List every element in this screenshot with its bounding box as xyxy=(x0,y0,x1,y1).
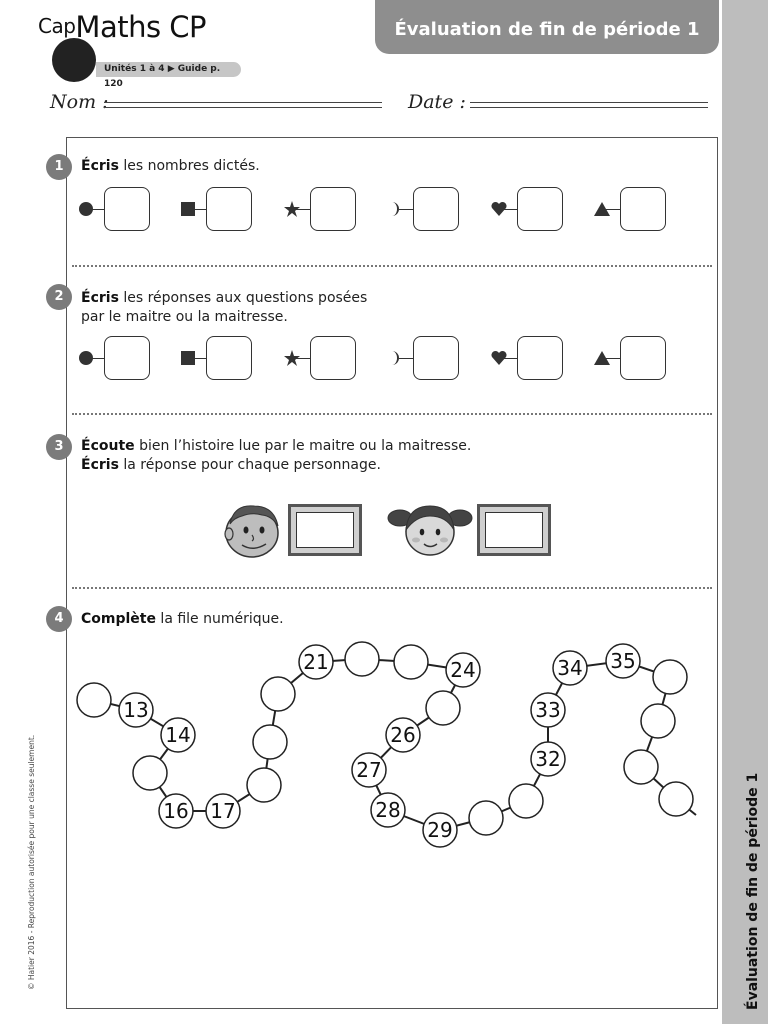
chain-bubble-empty[interactable] xyxy=(77,683,111,717)
chain-bubble-empty[interactable] xyxy=(469,801,503,835)
connector-line xyxy=(192,358,206,359)
chain-number: 16 xyxy=(163,799,189,823)
name-field[interactable] xyxy=(104,102,382,108)
answer-box-ex1-moon[interactable] xyxy=(413,187,459,231)
dotted-separator xyxy=(72,413,712,415)
dotted-separator xyxy=(72,587,712,589)
chain-bubble-empty[interactable] xyxy=(659,782,693,816)
chain-number: 35 xyxy=(610,649,636,673)
exercise-3-text-line2: la réponse pour chaque personnage. xyxy=(118,457,381,473)
side-band-title: Évaluation de fin de période 1 xyxy=(745,772,761,1010)
exercise-4-text: la file numérique. xyxy=(155,611,284,627)
brand-logo-dot xyxy=(52,38,96,82)
connector-line xyxy=(90,209,104,210)
chain-bubble-empty[interactable] xyxy=(426,691,460,725)
dotted-separator xyxy=(72,265,712,267)
chain-number: 28 xyxy=(375,798,401,822)
chain-bubble-given xyxy=(371,793,405,827)
chain-bubble-empty[interactable] xyxy=(253,725,287,759)
chain-bubble-given xyxy=(299,645,333,679)
exercise-2-text-line2: par le maitre ou la maitresse. xyxy=(81,309,288,325)
date-label: Date : xyxy=(408,91,466,113)
chain-bubble-empty[interactable] xyxy=(261,677,295,711)
chain-bubble-empty[interactable] xyxy=(133,756,167,790)
chain-number: 13 xyxy=(123,698,149,722)
connector-line xyxy=(90,358,104,359)
exercise-3-verb: Écoute xyxy=(81,438,135,454)
answer-frame-girl[interactable] xyxy=(477,504,551,556)
chain-bubble-empty[interactable] xyxy=(394,645,428,679)
exercise-3-number: 3 xyxy=(46,434,72,460)
exercise-2-verb: Écris xyxy=(81,290,119,306)
chain-bubble-given xyxy=(423,813,457,847)
chain-bubble-empty[interactable] xyxy=(624,750,658,784)
answer-box-ex2-square[interactable] xyxy=(206,336,252,380)
exercise-2-instruction xyxy=(81,289,367,327)
exercise-4-verb: Complète xyxy=(81,611,156,627)
chain-number: 17 xyxy=(210,799,236,823)
connector-line xyxy=(296,209,310,210)
chain-bubble-given xyxy=(159,794,193,828)
chain-number: 21 xyxy=(303,650,329,674)
answer-box-ex2-star[interactable] xyxy=(310,336,356,380)
connector-line xyxy=(606,209,620,210)
chain-bubble-given xyxy=(531,742,565,776)
connector-line xyxy=(192,209,206,210)
chain-bubble-given xyxy=(553,651,587,685)
chain-bubble-given xyxy=(531,693,565,727)
chain-bubble-empty[interactable] xyxy=(653,660,687,694)
connector-line xyxy=(399,358,413,359)
number-chain xyxy=(66,635,706,850)
chain-bubble-given xyxy=(119,693,153,727)
exercise-1-instruction xyxy=(81,157,260,176)
exercise-3-text: bien l’histoire lue par le maitre ou la maitresse. xyxy=(134,438,472,454)
units-guide-tag: Unités 1 à 4 ▶ Guide p. 120 xyxy=(96,62,241,77)
chain-number: 32 xyxy=(535,747,561,771)
chain-number: 27 xyxy=(356,758,382,782)
chain-number: 33 xyxy=(535,698,561,722)
answer-box-ex1-circle[interactable] xyxy=(104,187,150,231)
exercise-2-number: 2 xyxy=(46,284,72,310)
exercise-1-number: 1 xyxy=(46,154,72,180)
date-field[interactable] xyxy=(470,102,708,108)
answer-box-ex2-circle[interactable] xyxy=(104,336,150,380)
page-title: Évaluation de fin de période 1 xyxy=(394,19,700,40)
answer-box-ex1-triangle[interactable] xyxy=(620,187,666,231)
boy-face-icon xyxy=(222,500,284,560)
chain-number: 26 xyxy=(390,723,416,747)
exercise-1-text: les nombres dictés. xyxy=(118,158,260,174)
chain-number: 24 xyxy=(450,658,476,682)
exercise-frame xyxy=(66,137,718,1009)
answer-box-ex1-heart[interactable] xyxy=(517,187,563,231)
chain-number: 14 xyxy=(165,723,191,747)
exercise-3-instruction xyxy=(81,437,471,475)
connector-line xyxy=(503,358,517,359)
answer-frame-boy[interactable] xyxy=(288,504,362,556)
chain-bubble-empty[interactable] xyxy=(641,704,675,738)
chain-bubble-given xyxy=(352,753,386,787)
answer-box-ex2-moon[interactable] xyxy=(413,336,459,380)
chain-bubble-given xyxy=(386,718,420,752)
exercise-2-text: les réponses aux questions posées xyxy=(118,290,368,306)
brand-main: Maths CP xyxy=(75,10,207,44)
connector-line xyxy=(606,358,620,359)
chain-number: 34 xyxy=(557,656,583,680)
exercise-4-number: 4 xyxy=(46,606,72,632)
chain-bubble-given xyxy=(446,653,480,687)
copyright-notice: © Hatier 2016 - Reproduction autorisée pour une classe seulement. xyxy=(27,734,36,990)
exercise-3-verb2: Écris xyxy=(81,457,119,473)
brand-prefix: Cap xyxy=(38,14,76,38)
chain-bubble-empty[interactable] xyxy=(247,768,281,802)
chain-bubble-empty[interactable] xyxy=(509,784,543,818)
answer-box-ex1-square[interactable] xyxy=(206,187,252,231)
name-label: Nom : xyxy=(50,91,109,113)
answer-box-ex2-triangle[interactable] xyxy=(620,336,666,380)
connector-line xyxy=(503,209,517,210)
chain-bubble-given xyxy=(161,718,195,752)
connector-line xyxy=(399,209,413,210)
answer-box-ex1-star[interactable] xyxy=(310,187,356,231)
answer-box-ex2-heart[interactable] xyxy=(517,336,563,380)
chain-bubble-given xyxy=(606,644,640,678)
chain-number: 29 xyxy=(427,818,453,842)
connector-line xyxy=(296,358,310,359)
brand-logo xyxy=(38,10,206,44)
exercise-1-verb: Écris xyxy=(81,158,119,174)
exercise-4-instruction xyxy=(81,610,284,629)
chain-bubble-empty[interactable] xyxy=(345,642,379,676)
chain-bubble-given xyxy=(206,794,240,828)
girl-face-icon xyxy=(386,500,474,560)
